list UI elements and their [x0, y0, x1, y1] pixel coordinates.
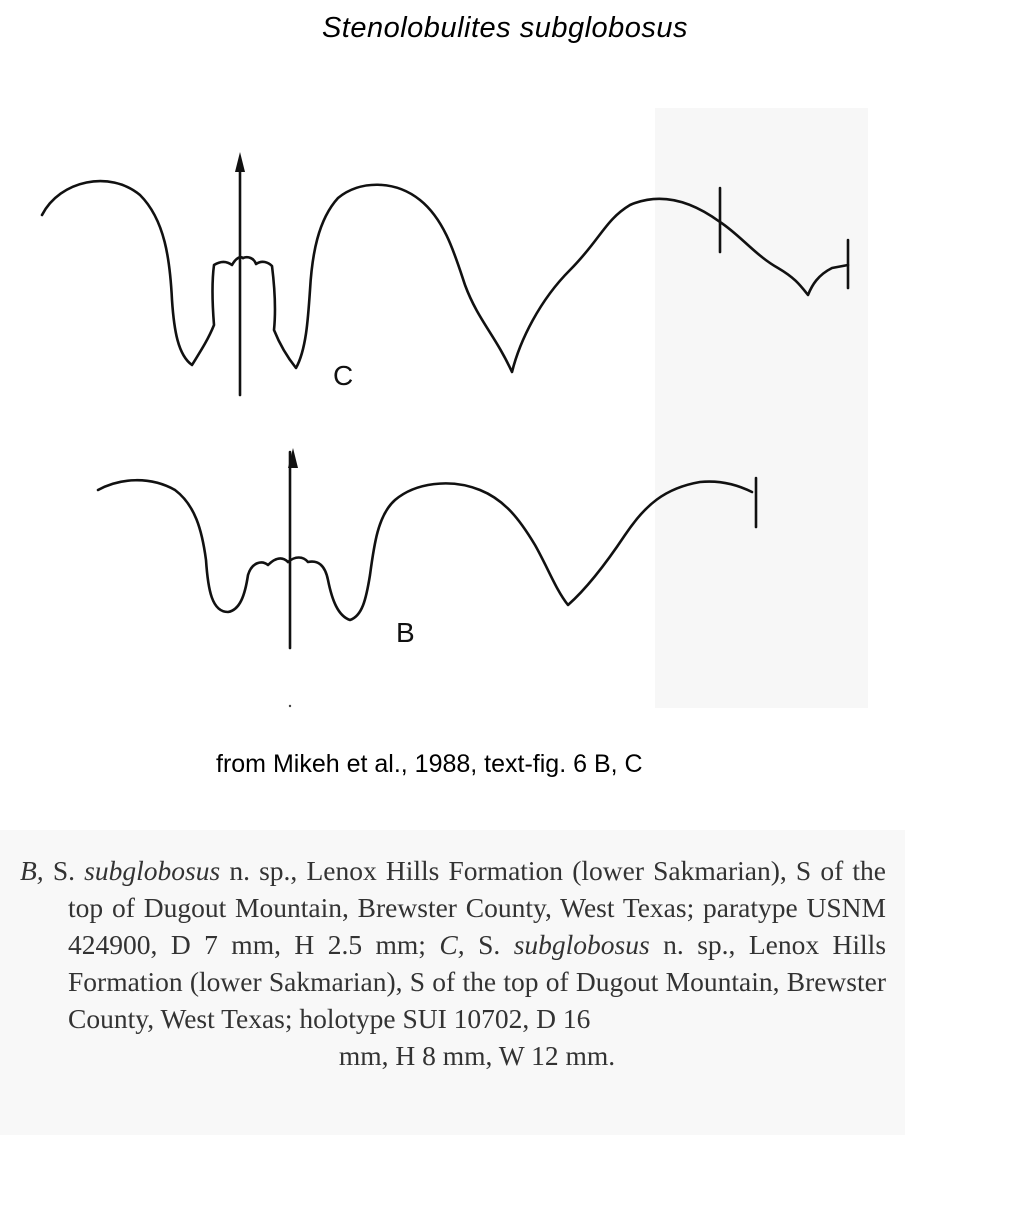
- suture-line-b-saddle: [288, 482, 752, 620]
- caption-b-text: n. sp., Lenox Hills Formation (lower Sakmarian), S of the top of Dugout Mountain, Brewster County, West Texas; paratype USNM 424900, D 7 mm, H 2.5 mm;: [68, 855, 887, 960]
- suture-line-b: [98, 480, 288, 612]
- suture-line-c-saddle: [243, 185, 848, 372]
- figure-label-b: B: [396, 617, 415, 648]
- caption-c-letter: C,: [439, 929, 465, 960]
- caption-c-genus: S.: [478, 929, 501, 960]
- caption-tail: mm, H 8 mm, W 12 mm.: [338, 1040, 616, 1071]
- caption-c-text: n. sp., Lenox Hills Formation (lower Sakmarian), S of the top of Dugout Mountain, Brewster County, West Texas; holotype SUI 10702, D 16: [68, 929, 887, 1034]
- caption-b-letter: B,: [20, 855, 44, 886]
- suture-line-c: [42, 181, 243, 365]
- figure-caption: [20, 852, 886, 1074]
- arrowhead-c: [235, 152, 245, 172]
- caption-c-species: subglobosus: [513, 929, 650, 960]
- caption-block: [0, 830, 905, 1135]
- source-note: from Mikeh et al., 1988, text-fig. 6 B, C: [216, 750, 643, 778]
- caption-b-species: subglobosus: [84, 855, 221, 886]
- figure-label-c: C: [333, 360, 354, 391]
- page-title: Stenolobulites subglobosus: [321, 12, 689, 44]
- caption-b-genus: S.: [52, 855, 76, 886]
- speck-dot: [289, 705, 291, 707]
